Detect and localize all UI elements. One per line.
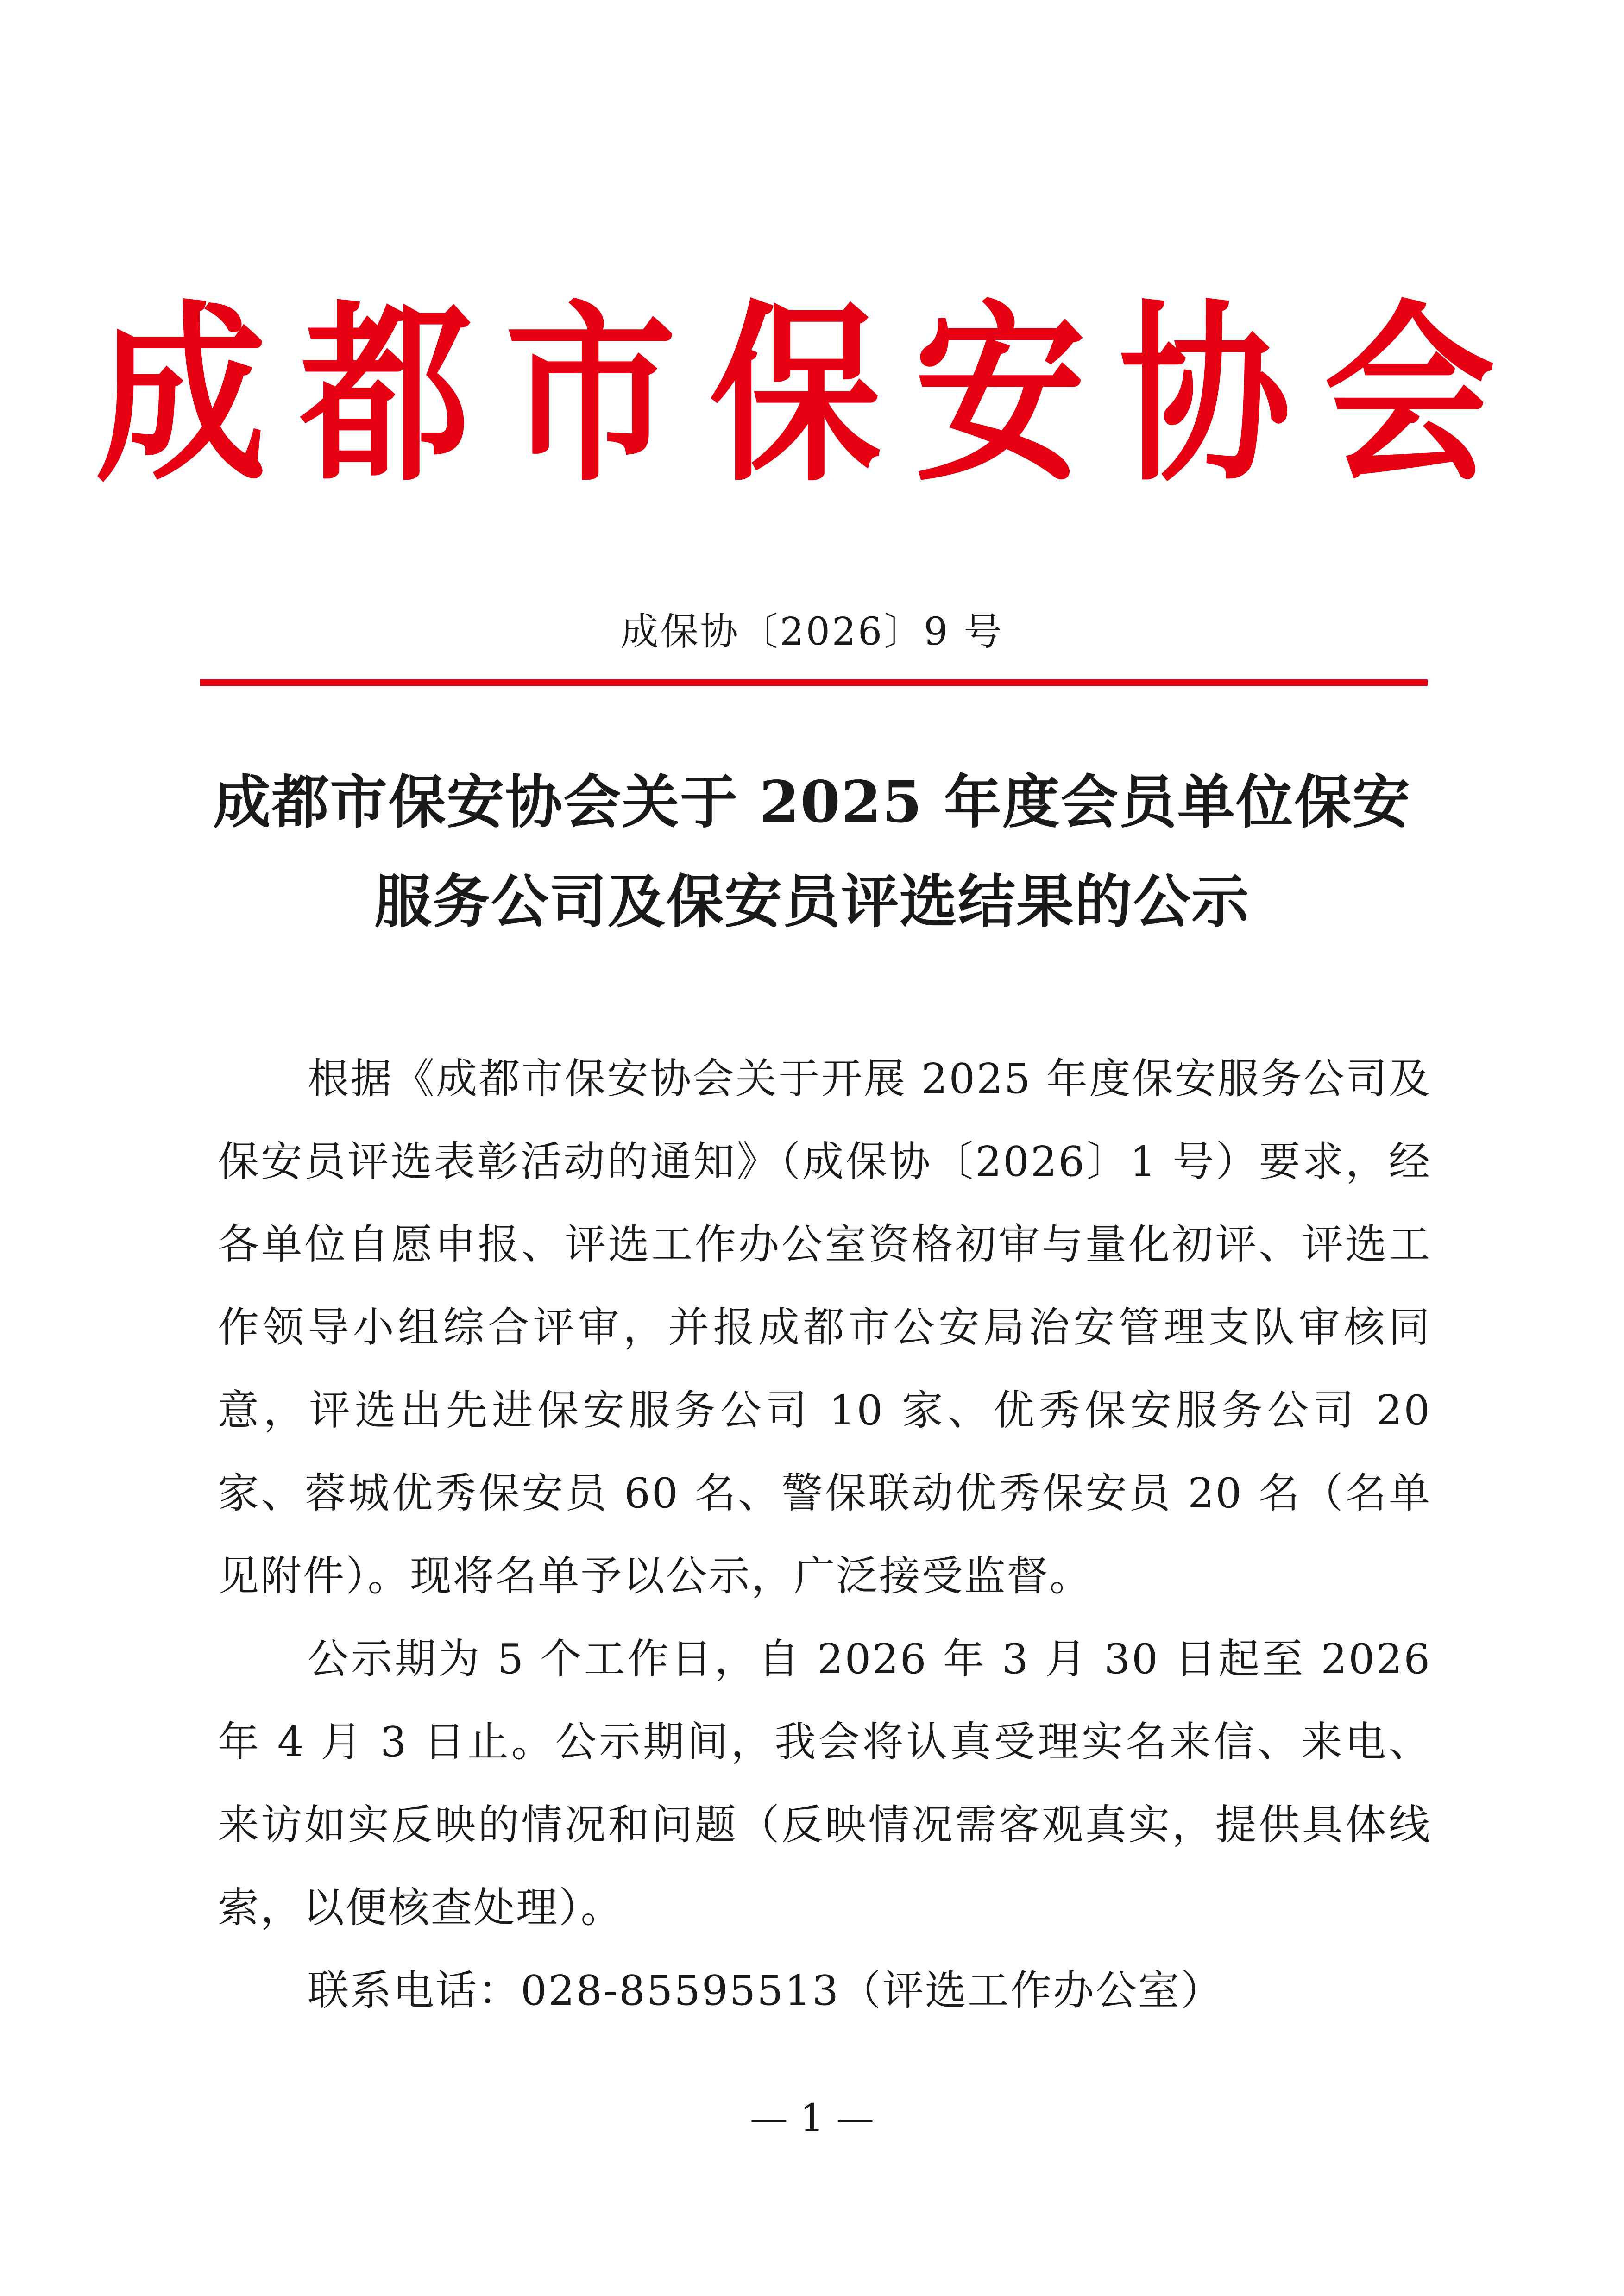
masthead-organization-name: 成都市保安协会 <box>95 284 1529 508</box>
document-number: 成保协〔2026〕9 号 <box>620 610 1004 654</box>
page-number: — 1 — <box>749 2096 875 2140</box>
notice-title-line-1: 成都市保安协会关于 2025 年度会员单位保安 <box>213 769 1411 836</box>
body-paragraph-publicity-period: 公示期为 5 个工作日，自 2026 年 3 月 30 日起至 2026 年 4 月 3 日止。公示期间，我会将认真受理实名来信、来电、来访如实反映的情况和问题（反映情况需客观真实，提供具体线索，以便核查处理）。 <box>218 1635 1431 1932</box>
notice-title <box>176 753 1448 952</box>
body-paragraph-contact: 联系电话：028-85595513（评选工作办公室） <box>308 1966 1223 2014</box>
body-paragraph-basis: 根据《成都市保安协会关于开展 2025 年度保安服务公司及保安员评选表彰活动的通知》（成保协〔2026〕1 号）要求，经各单位自愿申报、评选工作办公室资格初审与量化初评、评选工作领导小组综合评审，并报成都市公安局治安管理支队审核同意，评选出先进保安服务公司 10 家、优秀保安服务公司 20 家、蓉城优秀保安员 60 名、警保联动优秀保安员 20 名（名单见附件）。现将名单予以公示，广泛接受监督。 <box>218 1054 1431 1600</box>
red-divider-line <box>200 679 1428 686</box>
notice-body <box>218 1037 1431 2032</box>
notice-title-line-2: 服务公司及保安员评选结果的公示 <box>374 868 1250 935</box>
